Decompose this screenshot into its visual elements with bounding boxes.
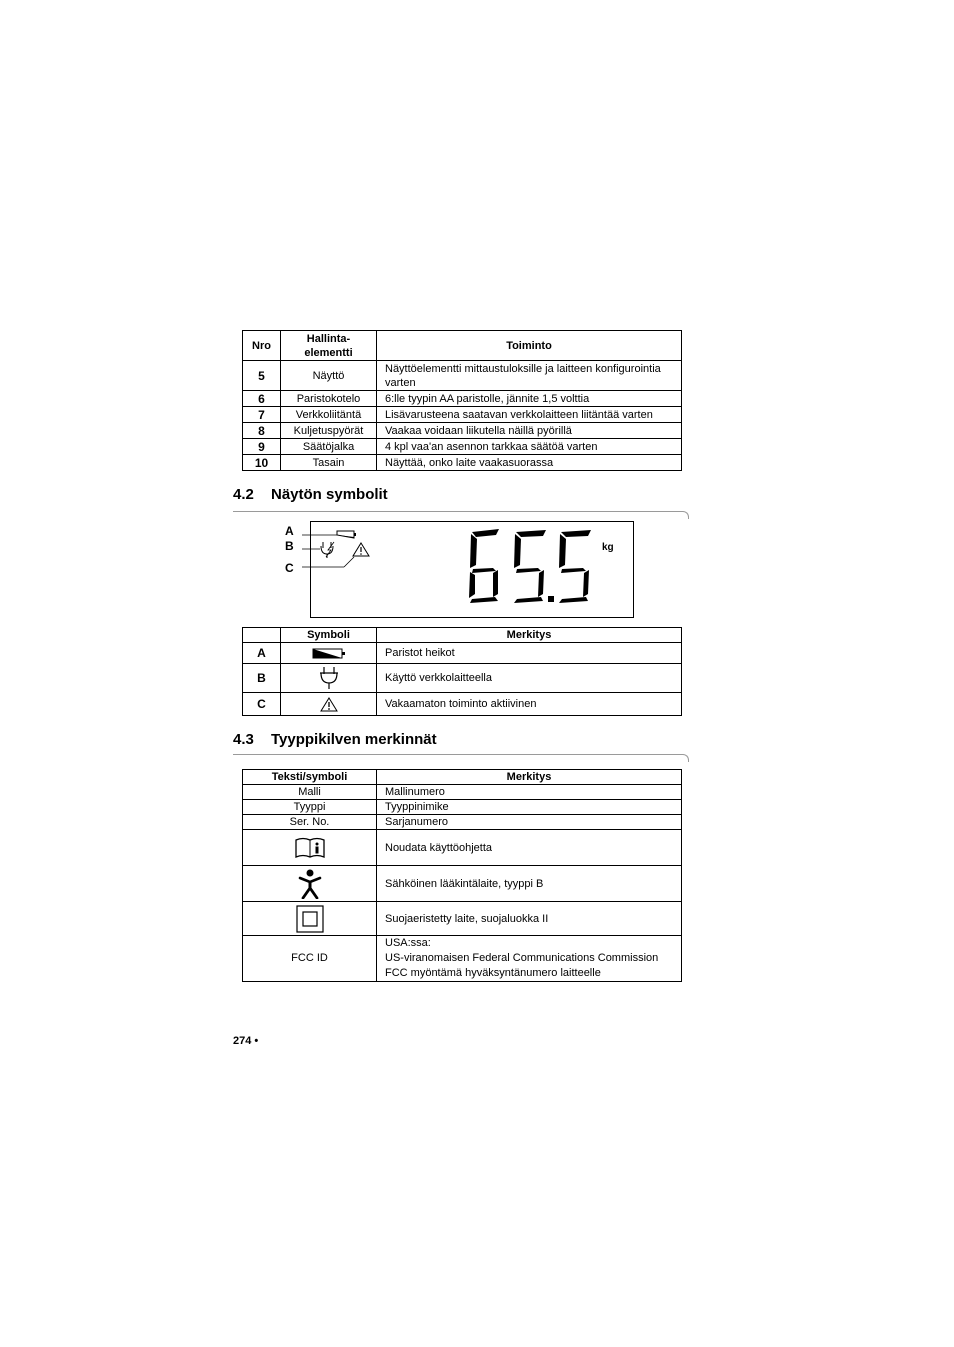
display-label-a: A	[285, 524, 294, 538]
header-nro: Nro	[243, 331, 281, 361]
display-label-b: B	[285, 539, 294, 553]
section-heading-4-3: 4.3 Tyyppikilven merkinnät	[233, 731, 437, 748]
header-symbol: Symboli	[281, 628, 377, 643]
warning-triangle-icon	[353, 543, 369, 556]
display-symbols-table	[242, 627, 682, 716]
scale-display-diagram	[282, 520, 642, 620]
table-row: Malli Mallinumero	[243, 785, 682, 800]
table-row: 5 Näyttö Näyttöelementti mittaustuloksille ja laitteen konfigurointia varten	[243, 361, 682, 391]
battery-low-icon	[312, 647, 346, 659]
table-row: Sähköinen lääkintälaite, tyyppi B	[243, 866, 682, 902]
manual-info-icon	[294, 837, 326, 859]
power-plug-icon	[318, 666, 340, 690]
section-rule	[233, 511, 683, 512]
table-row: C Vakaamaton toiminto aktiivinen	[243, 693, 682, 716]
header-element: Hallinta- elementti	[281, 331, 377, 361]
type-plate-table	[242, 769, 682, 982]
type-b-body-icon	[298, 869, 322, 899]
section-heading-4-2: 4.2 Näytön symbolit	[233, 486, 388, 503]
weight-readout	[469, 529, 591, 603]
table-row: 6 Paristokotelo 6:lle tyypin AA paristolle, jännite 1,5 volttia	[243, 391, 682, 407]
controls-table	[242, 330, 682, 471]
section-rule	[233, 754, 683, 755]
page-number: 274 •	[233, 1035, 259, 1047]
table-row: FCC ID USA:ssa: US-viranomaisen Federal Communications Commission FCC myöntämä hyväksyntänumero laitteelle	[243, 936, 682, 982]
display-label-c: C	[285, 561, 294, 575]
header-empty	[243, 628, 281, 643]
battery-low-icon	[337, 531, 356, 538]
table-row: 8 Kuljetuspyörät Vaakaa voidaan liikutella näillä pyörillä	[243, 423, 682, 439]
header-meaning: Merkitys	[377, 628, 682, 643]
header-meaning: Merkitys	[377, 770, 682, 785]
class-ii-square-icon	[296, 905, 324, 933]
table-row: B Käyttö verkkolaitteella	[243, 664, 682, 693]
warning-triangle-icon	[320, 697, 338, 712]
header-function: Toiminto	[377, 331, 682, 361]
power-plug-icon	[321, 542, 334, 558]
header-symbol: Teksti/symboli	[243, 770, 377, 785]
table-row: 7 Verkkoliitäntä Lisävarusteena saatavan verkkolaitteen liitäntää varten	[243, 407, 682, 423]
table-row: Suojaeristetty laite, suojaluokka II	[243, 902, 682, 936]
display-unit: kg	[602, 542, 614, 553]
table-row: Ser. No. Sarjanumero	[243, 815, 682, 830]
table-row: Tyyppi Tyyppinimike	[243, 800, 682, 815]
table-row: 10 Tasain Näyttää, onko laite vaakasuorassa	[243, 455, 682, 471]
table-row: Noudata käyttöohjetta	[243, 830, 682, 866]
table-row: A Paristot heikot	[243, 643, 682, 664]
table-row: 9 Säätöjalka 4 kpl vaa'an asennon tarkkaa säätöä varten	[243, 439, 682, 455]
